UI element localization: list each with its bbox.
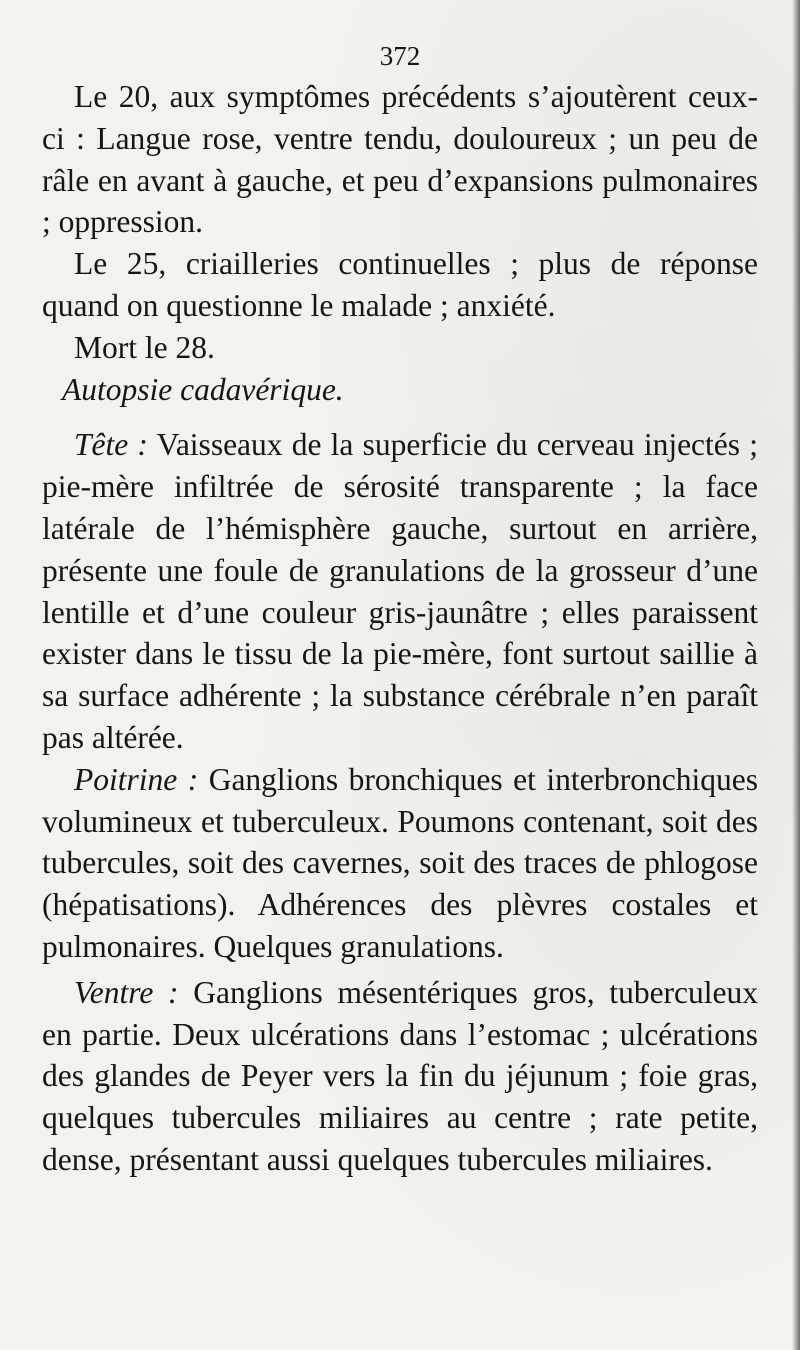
section-text-tete: Vaisseaux de la superficie du cerveau injectés ; pie-mère infiltrée de sérosité transparente ; la face latérale de l’hémisphère gauche, surtout en arrière, présente une foule de granulations de la grosseur d’une lentille et d’une couleur gris-jaunâtre ; elles paraissent exister dans le tissu de la pie-mère, font surtout saillie à sa surface adhérente ; la substance cérébrale n’en paraît pas altérée. <box>42 427 758 755</box>
section-text-ventre: Ganglions mésentériques gros, tuberculeux en partie. Deux ulcérations dans l’estomac ; ulcérations des glandes de Peyer vers la fin du jéjunum ; foie gras, quelques tubercules miliaires au centre ; rate petite, dense, présentant aussi quelques tubercules miliaires. <box>42 974 758 1177</box>
paragraph-poitrine <box>42 759 758 968</box>
paragraph-symptoms-25: Le 25, criailleries continuelles ; plus de réponse quand on questionne le malade ; anxiété. <box>42 246 758 323</box>
section-label-ventre: Ventre : <box>74 974 179 1010</box>
section-label-tete: Tête : <box>74 427 148 463</box>
paragraph-symptoms-20: Le 20, aux symptômes précédents s’ajoutèrent ceux-ci : Langue rose, ventre tendu, douloureux ; un peu de râle en avant à gauche, et peu d’expansions pulmonaires ; oppression. <box>42 79 758 240</box>
paragraph-ventre <box>42 972 758 1181</box>
section-label-poitrine: Poitrine : <box>74 761 199 797</box>
paragraph-tete <box>42 424 758 758</box>
section-text-poitrine: Ganglions bronchiques et interbronchiques volumineux et tuberculeux. Poumons contenant, soit des tubercules, soit des cavernes, soit des traces de phlogose (hépatisations). Adhérences des plèvres costales et pulmonaires. Quelques granulations. <box>42 761 759 964</box>
paragraph-death: Mort le 28. <box>74 329 215 365</box>
page-body <box>42 76 758 1181</box>
autopsy-heading: Autopsie cadavérique. <box>62 371 344 407</box>
page-number: 372 <box>379 41 421 71</box>
